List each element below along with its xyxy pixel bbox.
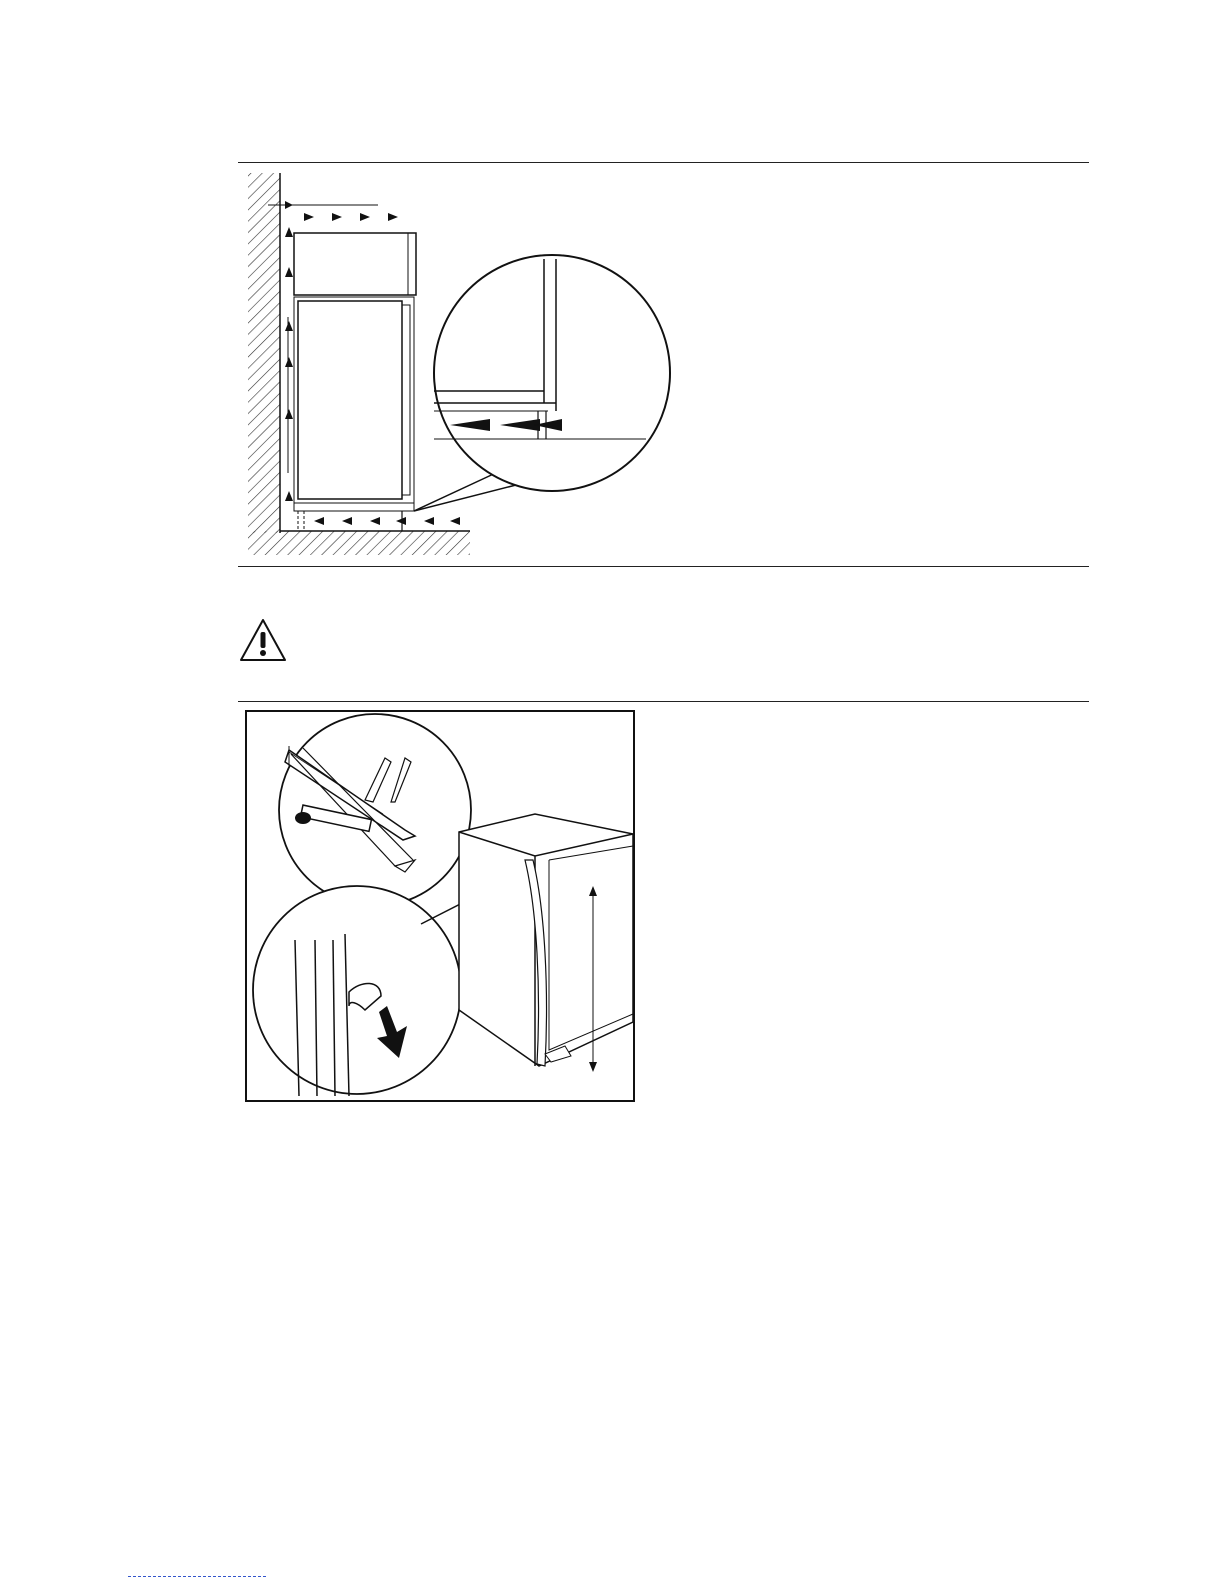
middle-rule: [238, 566, 1089, 567]
detail-magnifier: [414, 255, 670, 511]
lower-rule: [238, 701, 1089, 702]
footer-link-underline: [128, 1576, 266, 1577]
warning-triangle-icon: [238, 616, 288, 666]
airflow-arrows-vertical: [285, 227, 293, 501]
floor-hatch: [248, 531, 470, 555]
ventilation-diagram: [238, 163, 678, 566]
wall-hatch: [248, 173, 280, 533]
upper-cabinet: [294, 233, 416, 295]
appliance-body: [298, 301, 402, 499]
peel-tape-detail: [253, 886, 461, 1096]
airflow-arrows-bottom: [314, 517, 460, 525]
cutting-detail: [279, 714, 471, 906]
airflow-arrows-top: [304, 213, 398, 221]
seal-strip-diagram: [245, 710, 635, 1102]
